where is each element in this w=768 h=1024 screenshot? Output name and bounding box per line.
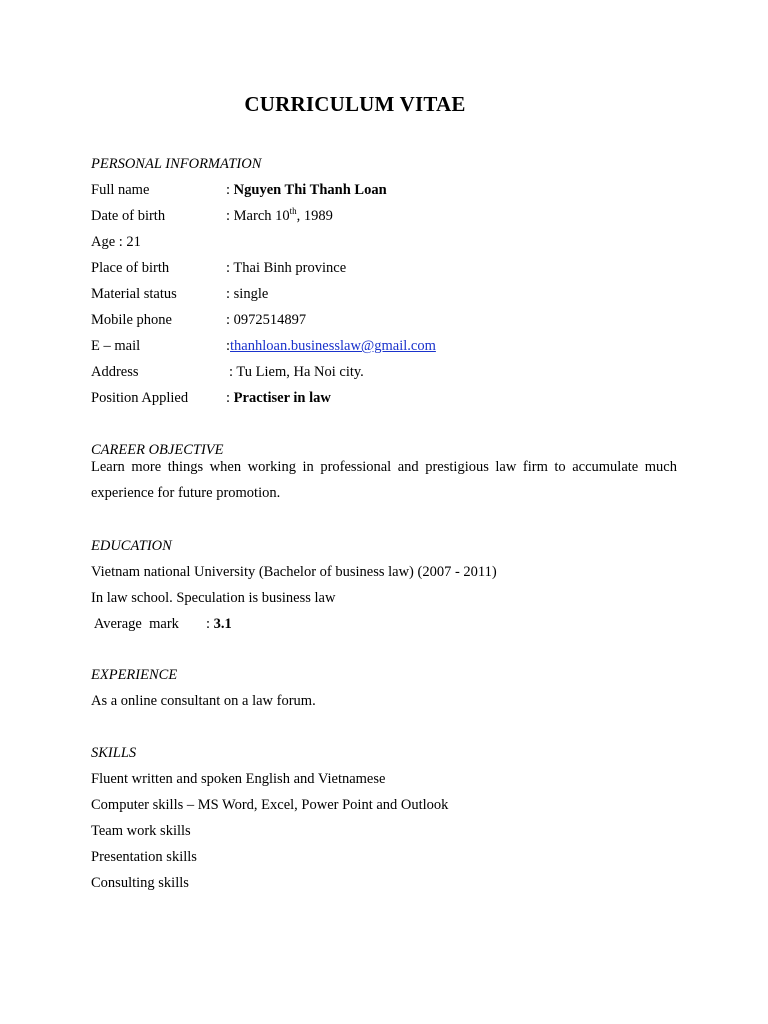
pob-text: Thai Binh province	[233, 260, 347, 276]
email-label: E – mail	[91, 338, 141, 354]
address-label: Address	[91, 364, 139, 380]
education-average-value	[206, 615, 232, 633]
career-objective-heading: CAREER OBJECTIVE	[91, 442, 224, 458]
position-applied-text: Practiser in law	[233, 390, 331, 406]
education-average-label: Average mark	[91, 616, 179, 632]
position-applied-label: Position Applied	[91, 390, 189, 406]
skill-item: Fluent written and spoken English and Vietnamese	[91, 771, 386, 787]
pob-value	[226, 259, 346, 277]
experience-item: As a online consultant on a law forum.	[91, 693, 316, 709]
personal-information-heading: PERSONAL INFORMATION	[91, 156, 262, 172]
separator: :	[229, 364, 234, 380]
dob-text-pre: March 10	[233, 208, 290, 224]
separator: :	[226, 390, 231, 406]
address-text: Tu Liem, Ha Noi city.	[236, 364, 364, 380]
age-line: Age : 21	[91, 234, 141, 250]
full-name-text: Nguyen Thi Thanh Loan	[233, 182, 387, 198]
mobile-phone-text: 0972514897	[233, 312, 307, 328]
full-name-label: Full name	[91, 182, 150, 198]
skill-item: Presentation skills	[91, 849, 197, 865]
material-status-label: Material status	[91, 286, 177, 302]
separator: :	[226, 286, 231, 302]
average-mark-text: 3.1	[213, 616, 232, 632]
separator: :	[226, 260, 231, 276]
dob-label: Date of birth	[91, 208, 166, 224]
dob-text-post: , 1989	[296, 208, 333, 224]
dob-value	[226, 207, 333, 225]
pob-label: Place of birth	[91, 260, 170, 276]
career-objective-text: Learn more things when working in professional and prestigious law firm to accumulate much experience for future promotion.	[91, 459, 677, 501]
mobile-phone-label: Mobile phone	[91, 312, 172, 328]
material-status-text: single	[233, 286, 269, 302]
skill-item: Consulting skills	[91, 875, 189, 891]
separator: :	[226, 208, 231, 224]
position-applied-value	[226, 389, 331, 407]
separator: :	[226, 312, 231, 328]
full-name-value	[226, 181, 387, 199]
education-school: In law school. Speculation is business law	[91, 590, 336, 606]
material-status-value	[226, 285, 268, 303]
separator: :	[206, 616, 211, 632]
email-value	[226, 337, 436, 355]
separator: :	[226, 182, 231, 198]
mobile-phone-value	[226, 311, 306, 329]
skills-heading: SKILLS	[91, 745, 137, 761]
experience-heading: EXPERIENCE	[91, 667, 178, 683]
email-link[interactable]: thanhloan.businesslaw@gmail.com	[230, 338, 436, 354]
document-title: CURRICULUM VITAE	[244, 92, 466, 116]
dob-text-sup: th	[289, 206, 297, 216]
skill-item: Team work skills	[91, 823, 191, 839]
skill-item: Computer skills – MS Word, Excel, Power Point and Outlook	[91, 797, 449, 813]
address-value	[229, 363, 364, 381]
separator: :	[226, 338, 231, 354]
education-university: Vietnam national University (Bachelor of business law) (2007 - 2011)	[91, 564, 497, 580]
education-heading: EDUCATION	[91, 538, 172, 554]
